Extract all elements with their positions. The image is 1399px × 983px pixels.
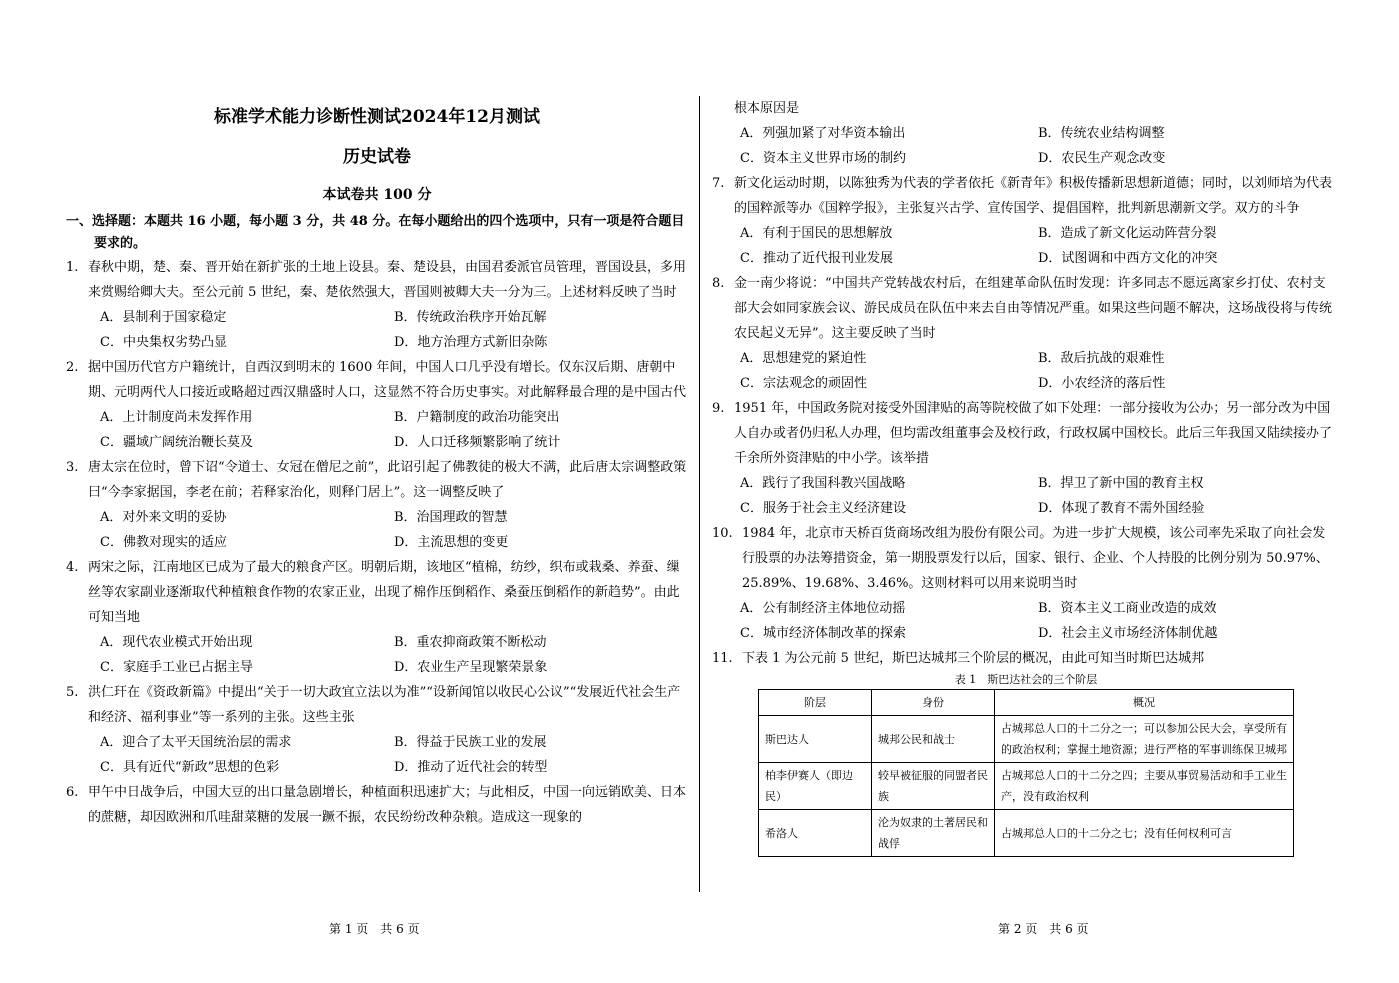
question-number: 2. <box>66 360 79 375</box>
option-a: A．有利于国民的思想解放 <box>740 226 893 241</box>
table-header: 阶层 <box>759 690 872 716</box>
option-d: D．主流思想的变更 <box>394 535 509 550</box>
option-b: B．敌后抗战的艰难性 <box>1038 351 1165 366</box>
option-b: B．造成了新文化运动阵营分裂 <box>1038 226 1217 241</box>
table-cell: 沦为奴隶的土著居民和战俘 <box>872 810 995 857</box>
table-cell: 占城邦总人口的十二分之四；主要从事贸易活动和手工业生产，没有政治权利 <box>995 763 1294 810</box>
option-a: A．践行了我国科教兴国战略 <box>740 476 906 491</box>
question-stem: 春秋中期，楚、秦、晋开始在新扩张的土地上设县。秦、楚设县，由国君委派官员管理，晋国设县，多用来赏赐给卿大夫。至公元前 5 世纪，秦、楚依然强大，晋国则被卿大夫一分为三。上述材料反映了当时 <box>88 260 687 300</box>
page-divider <box>699 96 700 892</box>
question-number: 11. <box>712 651 733 666</box>
table-cell: 城邦公民和战士 <box>872 716 995 763</box>
option-d: D．农业生产呈现繁荣景象 <box>394 660 548 675</box>
table-cell: 占城邦总人口的十二分之七；没有任何权利可言 <box>995 810 1294 857</box>
table-caption: 表 1 斯巴达社会的三个阶层 <box>954 673 1098 686</box>
question-stem: 甲午中日战争后，中国大豆的出口量急剧增长，种植面积迅速扩大；与此相反，中国一向远销欧美、日本的蔗糖，却因欧洲和爪哇甜菜糖的发展一蹶不振，农民纷纷改种杂粮。造成这一现象的 <box>88 785 687 825</box>
right-page <box>712 96 1336 857</box>
option-d: D．小农经济的落后性 <box>1038 376 1166 391</box>
table-header: 概况 <box>995 690 1294 716</box>
exam-title: 标准学术能力诊断性测试2024年12月测试 <box>214 107 540 127</box>
question-3 <box>66 455 688 555</box>
option-a: A．列强加紧了对华资本输出 <box>740 126 906 141</box>
table-cell: 较早被征服的同盟者民族 <box>872 763 995 810</box>
sparta-table <box>758 689 1294 857</box>
option-b: B．资本主义工商业改造的成效 <box>1038 601 1217 616</box>
option-c: C．中央集权劣势凸显 <box>100 335 227 350</box>
table-cell: 柏李伊赛人（即边民） <box>759 763 872 810</box>
table-row <box>759 716 1294 763</box>
option-a: A．上计制度尚未发挥作用 <box>100 410 253 425</box>
question-7 <box>712 171 1336 271</box>
table-header-row <box>759 690 1294 716</box>
question-5 <box>66 680 688 780</box>
question-stem: 新文化运动时期，以陈独秀为代表的学者依托《新青年》积极传播新思想新道德；同时，以刘师培为代表的国粹派等办《国粹学报》，主张复兴古学、宣传国学、提倡国粹，批判新思潮新文学。双方的斗争 <box>734 176 1333 216</box>
question-number: 6. <box>66 785 79 800</box>
question-stem: 1951 年，中国政务院对接受外国津贴的高等院校做了如下处理：一部分接收为公办；另一部分改为中国人自办或者仍归私人办理，但均需改组董事会及校行政，行政权属中国校长。此后三年我国又陆续接办了千余所外资津贴的中小学。该举措 <box>734 401 1333 466</box>
option-c: C．服务于社会主义经济建设 <box>740 501 906 516</box>
option-a: A．现代农业模式开始出现 <box>100 635 253 650</box>
option-c: C．佛教对现实的适应 <box>100 535 227 550</box>
question-11 <box>712 646 1336 857</box>
question-number: 3. <box>66 460 79 475</box>
question-6-continued <box>712 96 1336 171</box>
option-a: A．迎合了太平天国统治层的需求 <box>100 735 292 750</box>
question-number: 9. <box>712 401 725 416</box>
left-page <box>66 96 688 830</box>
question-9 <box>712 396 1336 521</box>
page-footer-right: 第 2 页 共 6 页 <box>998 922 1089 936</box>
question-number: 1. <box>66 260 79 275</box>
question-stem-continued: 根本原因是 <box>734 101 800 116</box>
option-b: B．得益于民族工业的发展 <box>394 735 547 750</box>
option-b: B．户籍制度的政治功能突出 <box>394 410 560 425</box>
option-b: B．重农抑商政策不断松动 <box>394 635 547 650</box>
question-stem: 金一南少将说：“中国共产党转战农村后，在组建革命队伍时发现：许多同志不愿远离家乡打仗、农村支部大会如同家族会议、游民成员在队伍中来去自由等情况严重。如果这些问题不解决，这场战役将与传统农民起义无异”。这主要反映了当时 <box>734 276 1333 341</box>
option-a: A．对外来文明的妥协 <box>100 510 227 525</box>
question-number: 5. <box>66 685 79 700</box>
option-d: D．社会主义市场经济体制优越 <box>1038 626 1218 641</box>
option-d: D．农民生产观念改变 <box>1038 151 1166 166</box>
option-c: C．疆域广阔统治鞭长莫及 <box>100 435 253 450</box>
option-c: C．资本主义世界市场的制约 <box>740 151 906 166</box>
option-a: A．思想建党的紧迫性 <box>740 351 867 366</box>
table-row <box>759 763 1294 810</box>
question-10 <box>712 521 1336 646</box>
table-row <box>759 810 1294 857</box>
table-header: 身份 <box>872 690 995 716</box>
table-cell: 斯巴达人 <box>759 716 872 763</box>
question-2 <box>66 355 688 455</box>
question-number: 10. <box>712 526 733 541</box>
option-d: D．试图调和中西方文化的冲突 <box>1038 251 1218 266</box>
option-c: C．家庭手工业已占据主导 <box>100 660 253 675</box>
question-1 <box>66 255 688 355</box>
page-footer-left: 第 1 页 共 6 页 <box>329 922 420 936</box>
table-cell: 希洛人 <box>759 810 872 857</box>
option-c: C．具有近代“新政”思想的色彩 <box>100 760 280 775</box>
question-stem: 洪仁玕在《资政新篇》中提出“关于一切大政宜立法以为准”“设新闻馆以收民心公议”“发展近代社会生产和经济、福利事业”等一系列的主张。这些主张 <box>88 685 681 725</box>
question-8 <box>712 271 1336 396</box>
section-heading: 一、选择题：本题共 16 小题，每小题 3 分，共 48 分。在每小题给出的四个选项中，只有一项是符合题目要求的。 <box>66 214 685 251</box>
option-b: B．治国理政的智慧 <box>394 510 508 525</box>
option-d: D．人口迁移频繁影响了统计 <box>394 435 561 450</box>
option-b: B．传统农业结构调整 <box>1038 126 1165 141</box>
exam-subject: 历史试卷 <box>343 147 411 167</box>
question-stem: 两宋之际，江南地区已成为了最大的粮食产区。明朝后期，该地区“植棉，纺纱，织布或栽桑、养蚕、缫丝等农家副业逐渐取代种植粮食作物的农家正业，出现了棉作压倒稻作、桑蚕压倒稻作的新趋势”。由此可知当地 <box>88 560 680 625</box>
exam-score: 本试卷共 100 分 <box>322 187 432 203</box>
question-stem: 1984 年，北京市天桥百货商场改组为股份有限公司。为进一步扩大规模，该公司率先采取了向社会发行股票的办法筹措资金，第一期股票发行以后，国家、银行、企业、个人持股的比例分别为 50.97%、25.89%、19.68%、3.46%。这则材料可以用来说明当时 <box>742 526 1329 591</box>
question-6 <box>66 780 688 830</box>
question-number: 7. <box>712 176 725 191</box>
option-c: C．城市经济体制改革的探索 <box>740 626 906 641</box>
option-a: A．公有制经济主体地位动摇 <box>740 601 906 616</box>
question-stem: 下表 1 为公元前 5 世纪，斯巴达城邦三个阶层的概况，由此可知当时斯巴达城邦 <box>742 651 1205 666</box>
table-cell: 占城邦总人口的十二分之一；可以参加公民大会，享受所有的政治权利；掌握土地资源；进行严格的军事训练保卫城邦 <box>995 716 1294 763</box>
option-d: D．推动了近代社会的转型 <box>394 760 548 775</box>
question-number: 8. <box>712 276 725 291</box>
question-stem: 唐太宗在位时，曾下诏“令道士、女冠在僧尼之前”，此诏引起了佛教徒的极大不满，此后唐太宗调整政策曰“今李家据国，李老在前；若释家治化，则释门居上”。这一调整反映了 <box>88 460 687 500</box>
question-number: 4. <box>66 560 79 575</box>
option-a: A．县制利于国家稳定 <box>100 310 227 325</box>
option-d: D．地方治理方式新旧杂陈 <box>394 335 548 350</box>
option-b: B．捍卫了新中国的教育主权 <box>1038 476 1204 491</box>
option-d: D．体现了教育不需外国经验 <box>1038 501 1205 516</box>
option-c: C．宗法观念的顽固性 <box>740 376 867 391</box>
option-c: C．推动了近代报刊业发展 <box>740 251 893 266</box>
option-b: B．传统政治秩序开始瓦解 <box>394 310 547 325</box>
question-4 <box>66 555 688 680</box>
question-stem: 据中国历代官方户籍统计，自西汉到明末的 1600 年间，中国人口几乎没有增长。仅东汉后期、唐朝中期、元明两代人口接近或略超过西汉鼎盛时人口，这显然不符合历史事实。对此解释最合理的是中国古代 <box>88 360 687 400</box>
